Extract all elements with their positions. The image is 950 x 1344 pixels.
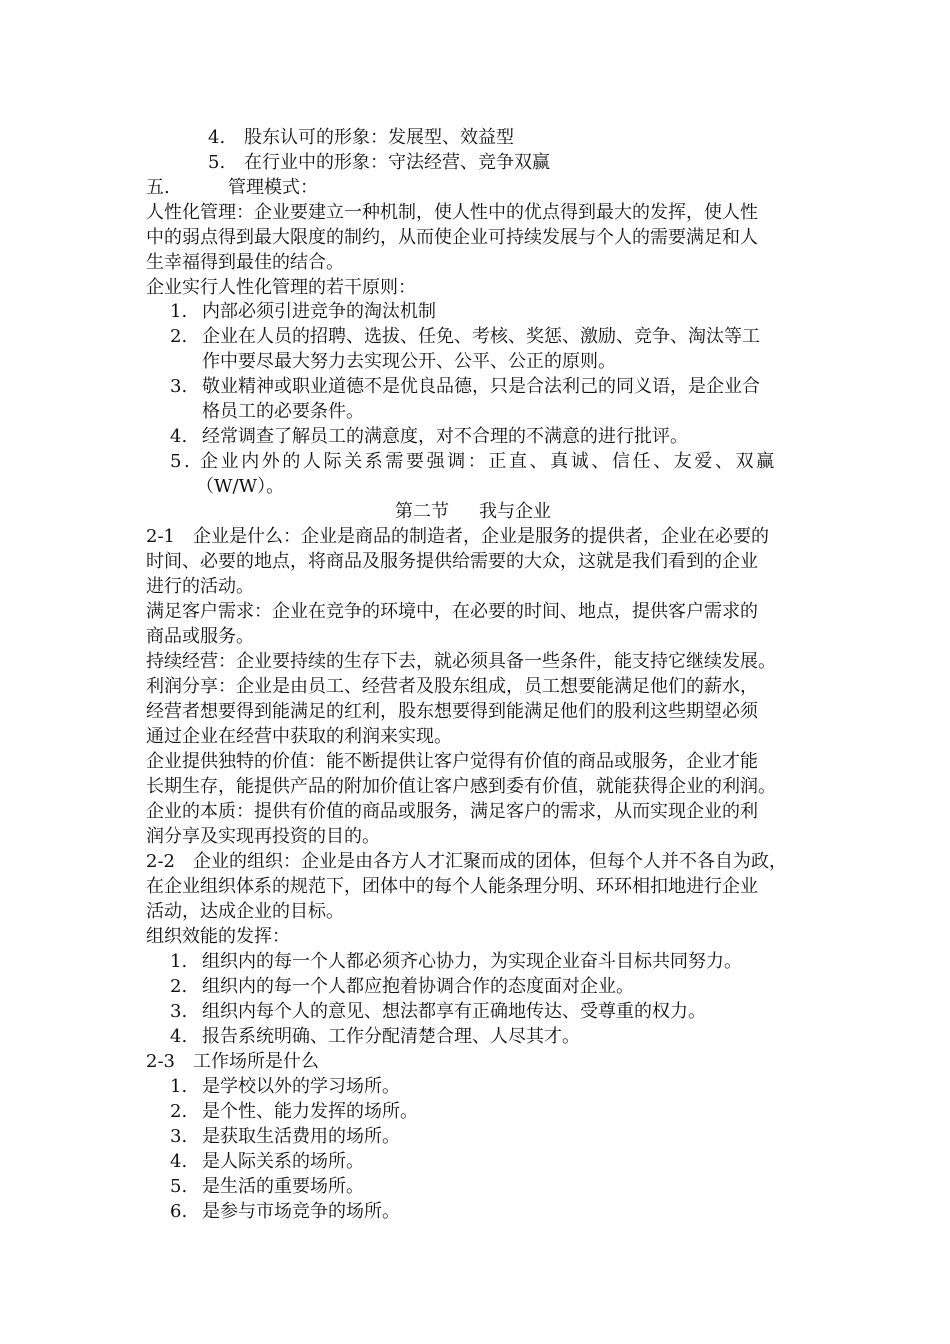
list-number: 5. [170,451,193,472]
paragraph-line: 组织效能的发挥： [146,926,290,947]
section-title [395,500,551,524]
list-number: 3. [170,376,188,397]
list-text: 内部必须引进竞争的淘汰机制 [202,301,436,322]
paragraph-line: 长期生存，能提供产品的附加价值让客户感到委有价值，就能获得企业的利润。 [146,776,776,797]
paragraph-line: 2-2 企业的组织：企业是由各方人才汇聚而成的团体，但每个人并不各自为政， [146,851,787,872]
list-number: 4. [170,426,188,447]
list-number: 6. [170,1201,188,1222]
paragraph-line: 企业实行人性化管理的若干原则： [146,277,416,298]
list-number: 4. [208,127,226,148]
paragraph-line: 企业提供独特的价值：能不断提供让客户觉得有价值的商品或服务，企业才能 [146,751,758,772]
list-item [170,1075,400,1099]
section-title-text: 我与企业 [479,501,551,522]
section-heading: 2-3 工作场所是什么 [146,1051,319,1072]
list-number: 2. [170,1101,188,1122]
list-text: 报告系统明确、工作分配清楚合理、人尽其才。 [202,1026,580,1047]
list-text: 组织内每个人的意见、想法都享有正确地传达、受尊重的权力。 [202,1001,706,1022]
paragraph-line: 人性化管理：企业要建立一种机制，使人性中的优点得到最大的发挥，使人性 [146,202,758,223]
list-text: 是人际关系的场所。 [202,1151,364,1172]
paragraph-line: 在企业组织体系的规范下，团体中的每个人能条理分明、环环相扣地进行企业 [146,876,758,897]
list-item [170,975,634,999]
list-text: 经常调查了解员工的满意度，对不合理的不满意的进行批评。 [202,426,688,447]
list-item [208,126,514,150]
list-item [170,950,742,974]
list-number: 2. [170,976,188,997]
paragraph-line: 商品或服务。 [146,626,254,647]
list-text: 组织内的每一个人都应抱着协调合作的态度面对企业。 [202,976,634,997]
heading-number: 五. [146,177,170,198]
list-item-continuation: （W/W）。 [196,476,285,497]
list-number: 5. [170,1176,188,1197]
section-title-number: 第二节 [395,501,449,522]
list-number: 4. [170,1026,188,1047]
list-text: 是参与市场竞争的场所。 [202,1201,400,1222]
list-item-continuation: 格员工的必要条件。 [202,401,364,422]
paragraph-line: 活动，达成企业的目标。 [146,901,344,922]
list-item [170,375,760,399]
heading-text: 管理模式： [228,177,318,198]
list-item [170,325,760,349]
paragraph-line: 持续经营：企业要持续的生存下去，就必须具备一些条件，能支持它继续发展。 [146,651,776,672]
list-number: 3. [170,1001,188,1022]
list-number: 5. [208,152,226,173]
list-text: 企业内外的人际关系需要强调：正直、真诚、信任、友爱、双赢 [200,451,777,472]
list-number: 3. [170,1126,188,1147]
list-text: 组织内的每一个人都必须齐心协力，为实现企业奋斗目标共同努力。 [202,951,742,972]
paragraph-line: 2-1 企业是什么：企业是商品的制造者，企业是服务的提供者，企业在必要的 [146,526,769,547]
paragraph-line: 中的弱点得到最大限度的制约，从而使企业可持续发展与个人的需要满足和人 [146,227,758,248]
list-item [208,151,550,175]
list-number: 1. [170,951,188,972]
list-text: 是个性、能力发挥的场所。 [202,1101,418,1122]
list-number: 2. [170,326,188,347]
list-item-continuation: 作中要尽最大努力去实现公开、公平、公正的原则。 [202,351,616,372]
list-item [170,1175,364,1199]
list-text: 是生活的重要场所。 [202,1176,364,1197]
paragraph-line: 企业的本质：提供有价值的商品或服务，满足客户的需求，从而实现企业的利 [146,801,758,822]
list-number: 1. [170,301,188,322]
list-item [170,1125,400,1149]
paragraph-line: 经营者想要得到能满足的红利，股东想要得到能满足他们的股利这些期望必须 [146,701,758,722]
list-item [170,1200,400,1224]
list-text: 是学校以外的学习场所。 [202,1076,400,1097]
list-item [170,1000,706,1024]
paragraph-line: 通过企业在经营中获取的利润来实现。 [146,726,452,747]
list-number: 1. [170,1076,188,1097]
list-text: 在行业中的形象：守法经营、竞争双赢 [244,152,550,173]
list-text: 股东认可的形象：发展型、效益型 [244,127,514,148]
list-text: 企业在人员的招聘、选拔、任免、考核、奖惩、激励、竞争、淘汰等工 [202,326,760,347]
list-item [170,1100,418,1124]
list-item [170,1150,364,1174]
list-number: 4. [170,1151,188,1172]
section-heading [146,176,318,200]
list-text: 敬业精神或职业道德不是优良品德，只是合法利己的同义语，是企业合 [202,376,760,397]
paragraph-line: 生幸福得到最佳的结合。 [146,252,344,273]
list-item [170,300,436,324]
paragraph-line: 满足客户需求：企业在竞争的环境中，在必要的时间、地点，提供客户需求的 [146,601,758,622]
list-text: 是获取生活费用的场所。 [202,1126,400,1147]
paragraph-line: 时间、必要的地点，将商品及服务提供给需要的大众，这就是我们看到的企业 [146,551,758,572]
list-item [170,450,777,474]
list-item [170,425,688,449]
paragraph-line: 利润分享：企业是由员工、经营者及股东组成，员工想要能满足他们的薪水， [146,676,758,697]
paragraph-line: 进行的活动。 [146,576,254,597]
list-item [170,1025,580,1049]
paragraph-line: 润分享及实现再投资的目的。 [146,826,380,847]
